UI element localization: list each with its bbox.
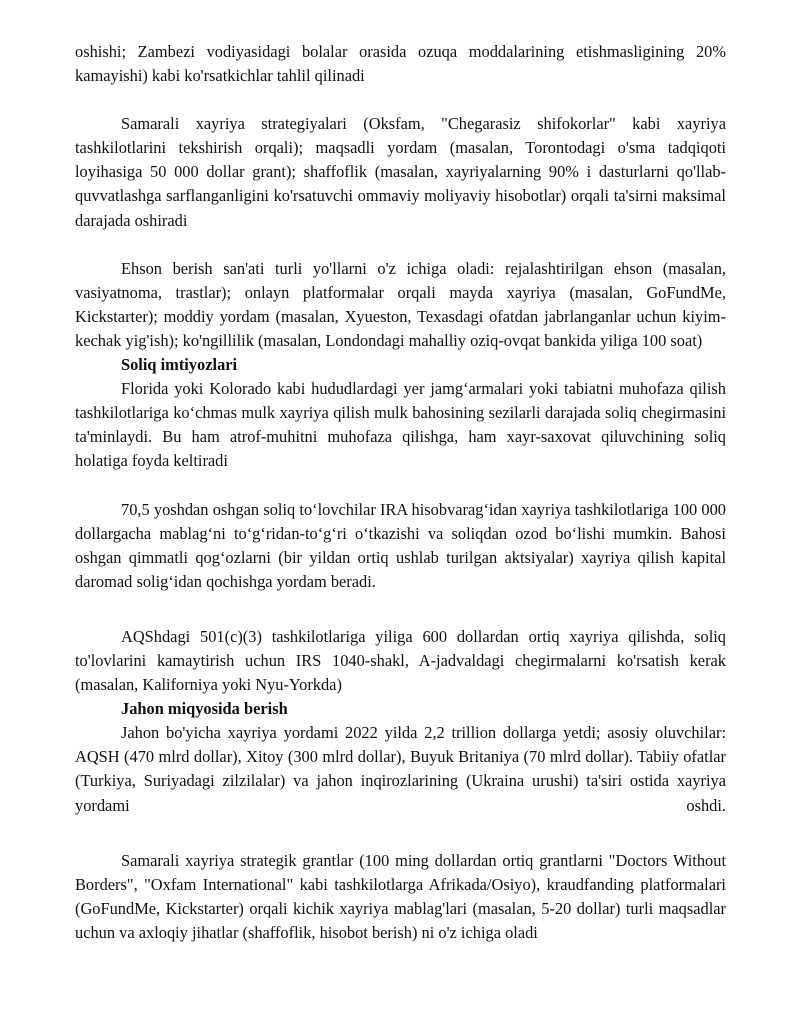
paragraph-strategic-grants: Samarali xayriya strategik grantlar (100 ming dollardan ortiq grantlarni "Doctors Without Borders", "Oxfam International" kabi tashkilotlarga Afrikada/Osiyo), kraudfanding platformalari (GoFundMe, Kickstarter) orqali kichik xayriya mablag'lari (masalan, 5-20 dollar) turli maqsadlar uchun va axloqiy jihatlar (shaffoflik, hisobot berish) ni o'z ichiga oladi [75, 850, 726, 942]
paragraph-ira-transfers: 70,5 yoshdan oshgan soliq to‘lovchilar IRA hisobvarag‘idan xayriya tashkilotlariga 100 000 dollargacha mablag‘ni to‘g‘ridan-to‘g‘ri o‘tkazishi va soliqdan ozod bo‘lishi mumkin. Bahosi oshgan qimmatli qog‘ozlarni (bir yildan ortiq ushlab turilgan aktsiyalar) xayriya qilish kapital daromad solig‘idan qochishga yordam beradi. [75, 499, 726, 591]
paragraph-property-donation: Florida yoki Kolorado kabi hududlardagi yer jamg‘armalari yoki tabiatni muhofaza qilish tashkilotlariga ko‘chmas mulk xayriya qilish mulk bahosining sezilarli darajada soliq chegirmasini ta'minlaydi. Bu ham atrof-muhitni muhofaza qilishga, ham xayr-saxovat qiluvchining soliq holatiga foyda keltiradi [75, 379, 726, 471]
paragraph-effective-strategies: Samarali xayriya strategiyalari (Oksfam, "Chegarasiz shifokorlar" kabi xayriya tashkilotlarini tekshirish orqali); maqsadli yordam (masalan, Torontodagi o'sma tadqiqoti loyihasiga 50 000 dollar grant); shaffoflik (masalan, xayriyalarning 90% i dasturlarni qo'llab-quvvatlashga sarflanganligini ko'rsatuvchi ommaviy moliyaviy hisobotlar) orqali ta'sirni maksimal darajada oshiradi [75, 114, 726, 230]
paragraph-art-of-giving: Ehson berish san'ati turli yo'llarni o'z ichiga oladi: rejalashtirilgan ehson (masalan, vasiyatnoma, trastlar); onlayn platformalar orqali mayda xayriya (masalan, GoFundMe, Kickstarter); moddiy yordam (masalan, Xyueston, Texasdagi ofatdan jabrlanganlar uchun kiyim-kechak yig'ish); ko'ngillilik (masalan, Londondagi mahalliy oziq-ovqat bankida yiliga 100 soat) [75, 258, 726, 350]
heading-global-giving: Jahon miqyosida berish [121, 699, 288, 719]
paragraph-global-aid-figures: Jahon bo'yicha xayriya yordami 2022 yilda 2,2 trillion dollarga yetdi; asosiy oluvchilar: AQSH (470 mlrd dollar), Xitoy (300 mlrd dollar), Buyuk Britaniya (70 mlrd dollar). Tabiiy ofatlar (Turkiya, Suriyadagi zilzilalar) va jahon inqirozlarining (Ukraina urushi) ta'siri ostida xayriya yordami oshdi. [75, 723, 726, 815]
paragraph-501c3-deductions: AQShdagi 501(c)(3) tashkilotlariga yiliga 600 dollardan ortiq xayriya qilishda, soliq to'lovlarini kamaytirish uchun IRS 1040-shakl, A-jadvaldagi chegirmalarni ko'rsatish kerak (masalan, Kaliforniya yoki Nyu-Yorkda) [75, 626, 726, 695]
document-page [75, 40, 726, 945]
paragraph-outcome-metrics: oshishi; Zambezi vodiyasidagi bolalar orasida ozuqa moddalarining etishmasligining 20% kamayishi) kabi ko'rsatkichlar tahlil qilinadi [75, 42, 726, 86]
heading-tax-benefits: Soliq imtiyozlari [121, 355, 238, 375]
